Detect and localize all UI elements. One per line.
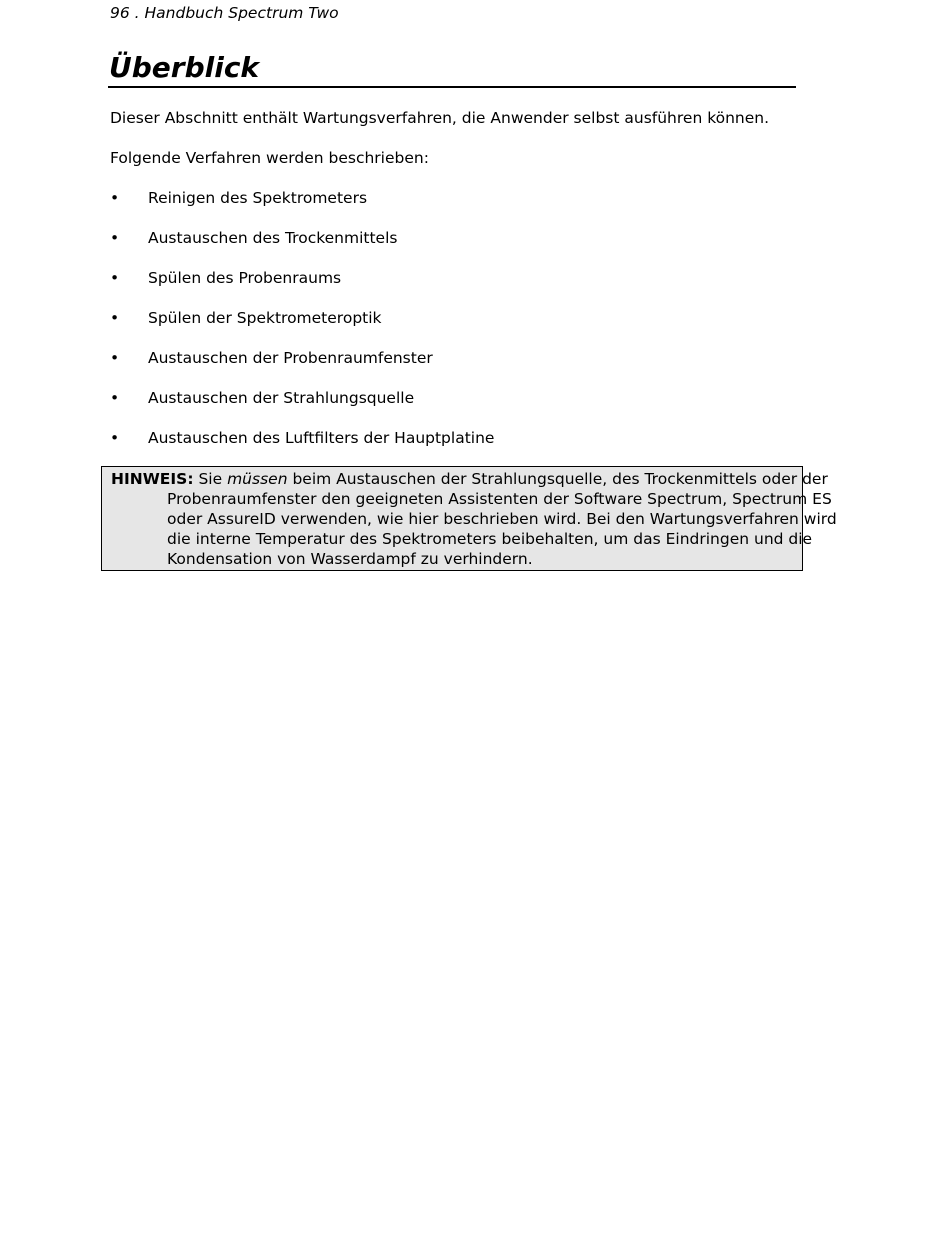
list-item-text: Spülen des Probenraums — [148, 269, 342, 287]
title-rule — [108, 86, 796, 88]
note-text — [111, 469, 848, 569]
bullet-icon: • — [110, 269, 120, 287]
bullet-icon: • — [110, 189, 120, 207]
bullet-icon: • — [110, 429, 120, 447]
list-item-text: Reinigen des Spektrometers — [148, 189, 368, 207]
list-item-text: Austauschen der Strahlungsquelle — [148, 389, 415, 407]
note-text-pre: Sie — [193, 470, 228, 488]
intro-paragraph: Dieser Abschnitt enthält Wartungsverfahren, die Anwender selbst ausführen können. — [110, 109, 770, 127]
section-title: Überblick — [109, 51, 260, 84]
note-text-post: beim Austauschen der Strahlungsquelle, des Trockenmittels oder der Probenraumfenster den geeigneten Assistenten der Software Spectrum, Spectrum ES oder AssureID verwenden, wie hier beschrieben wird. Bei den Wartungsverfahren wird die interne Temperatur des Spektrometers beibehalten, um das Eindringen und die Kondensation von Wasserdampf zu verhindern. — [167, 470, 837, 568]
note-emphasis: müssen — [227, 470, 288, 488]
list-item-text: Spülen der Spektrometeroptik — [148, 309, 382, 327]
list-lead-paragraph: Folgende Verfahren werden beschrieben: — [110, 149, 429, 167]
page-header: 96 . Handbuch Spectrum Two — [110, 4, 339, 22]
list-item-text: Austauschen des Trockenmittels — [148, 229, 398, 247]
bullet-icon: • — [110, 229, 120, 247]
note-label: HINWEIS: — [111, 470, 194, 488]
bullet-icon: • — [110, 389, 120, 407]
list-item-text: Austauschen des Luftfilters der Hauptplatine — [148, 429, 495, 447]
list-item-text: Austauschen der Probenraumfenster — [148, 349, 433, 367]
bullet-icon: • — [110, 349, 120, 367]
note-box — [101, 466, 837, 571]
bullet-icon: • — [110, 309, 120, 327]
